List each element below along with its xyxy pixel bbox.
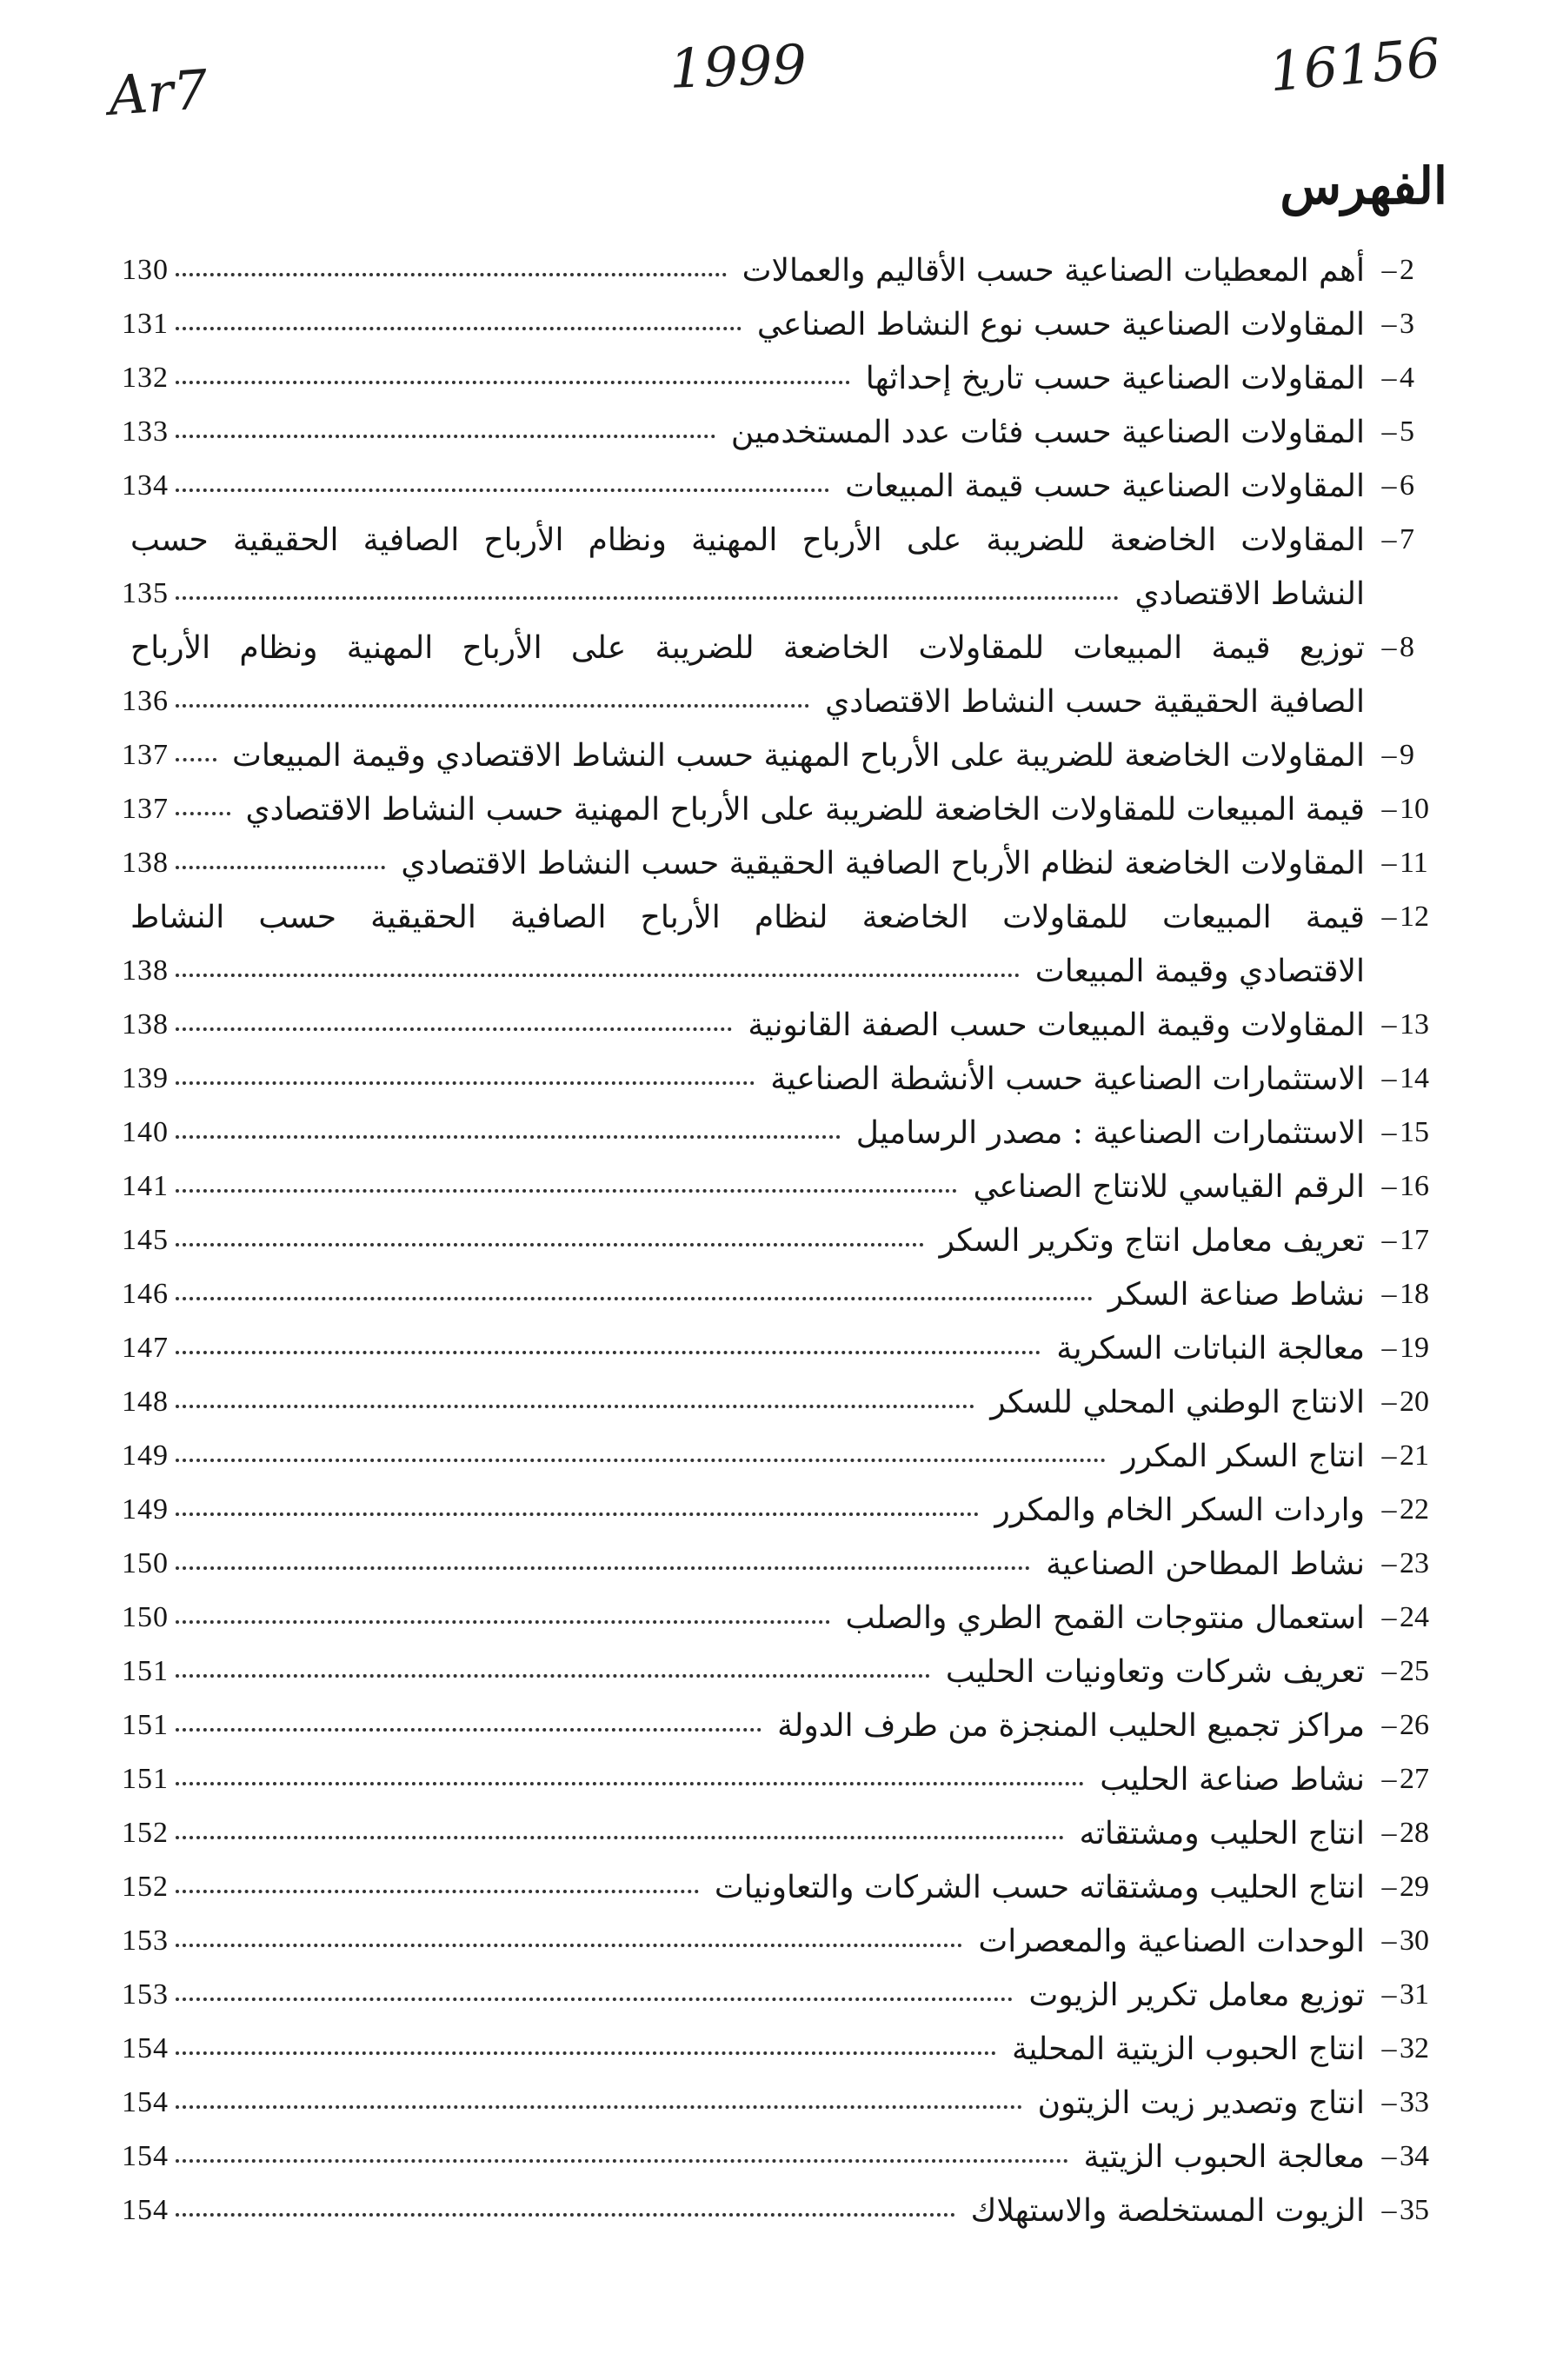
toc-entry-number: 26: [1400, 1709, 1429, 1741]
toc-entry: [0, 1537, 1543, 1591]
toc-entry-line: [122, 405, 1365, 459]
toc-entry-title: مراكز تجميع الحليب المنجزة من طرف الدولة: [777, 1707, 1365, 1744]
toc-entry-dash: –: [1381, 1871, 1397, 1903]
dot-leader: [176, 2159, 1068, 2163]
toc-entry: [0, 351, 1543, 405]
toc-entry-number: 16: [1400, 1170, 1429, 1202]
toc-entry-number: 4: [1400, 362, 1414, 394]
toc-entry-dash: –: [1381, 1116, 1397, 1148]
toc-entry-title: نشاط المطاحن الصناعية: [1046, 1546, 1365, 1582]
dot-leader: [176, 1297, 1093, 1300]
toc-entry-title: الزيوت المستخلصة والاستهلاك: [970, 2192, 1365, 2229]
toc-entry-page: 153: [122, 1978, 169, 2011]
toc-entry-number: 28: [1400, 1817, 1429, 1849]
toc-entry-number: 18: [1400, 1278, 1429, 1310]
toc-entry: [0, 1213, 1543, 1267]
toc-entry-dash: –: [1381, 631, 1397, 663]
toc-entry: [0, 621, 1543, 728]
dot-leader: [176, 1243, 924, 1247]
toc-entry-title: معالجة الحبوب الزيتية: [1083, 2138, 1365, 2175]
toc-entry-page: 153: [122, 1925, 169, 1957]
toc-entry-dash: –: [1381, 1170, 1397, 1202]
toc-entry-line: [122, 1483, 1365, 1537]
toc-entry: [0, 1052, 1543, 1106]
dot-leader: [176, 1081, 755, 1085]
toc-entry-title: نشاط صناعة الحليب: [1100, 1761, 1365, 1798]
toc-entry: [0, 459, 1543, 513]
toc-entry-line: [122, 621, 1365, 675]
dot-leader: [176, 1674, 930, 1678]
toc-entry-number: 20: [1400, 1386, 1429, 1418]
toc-entry: [0, 1483, 1543, 1537]
toc-entry-line: [122, 297, 1365, 351]
toc-entry-page: 138: [122, 847, 169, 879]
dot-leader: [176, 1135, 841, 1139]
dot-leader: [176, 866, 385, 869]
toc-entry-line: [122, 1160, 1365, 1213]
toc-entry-dash: –: [1381, 739, 1397, 771]
toc-entry-page: 151: [122, 1655, 169, 1687]
toc-entry-line: [122, 1106, 1365, 1160]
dot-leader: [176, 1189, 957, 1193]
toc-entry-dash: –: [1381, 1493, 1397, 1526]
toc-entry-dash: –: [1381, 523, 1397, 555]
toc-entry: [0, 1591, 1543, 1645]
toc-entry-page: 151: [122, 1763, 169, 1795]
toc-entry-page: 134: [122, 469, 169, 502]
toc-entry-line: [122, 890, 1365, 944]
toc-entry-title: تعريف معامل انتاج وتكرير السكر: [939, 1222, 1365, 1259]
toc-entry-dash: –: [1381, 308, 1397, 340]
toc-entry-number: 17: [1400, 1224, 1429, 1256]
toc-entry-dash: –: [1381, 1386, 1397, 1418]
toc-entry-line: [122, 513, 1365, 567]
toc-entry-line: [122, 1537, 1365, 1591]
toc-entry-number: 19: [1400, 1332, 1429, 1364]
toc-entry-page: 151: [122, 1709, 169, 1741]
toc-entry-title: توزيع قيمة المبيعات للمقاولات الخاضعة للضريبة على الأرباح المهنية ونظام الأرباح: [130, 629, 1365, 666]
toc-entry-page: 137: [122, 739, 169, 771]
toc-entry: [0, 513, 1543, 621]
toc-entry: [0, 890, 1543, 998]
toc-entry-dash: –: [1381, 1224, 1397, 1256]
toc-entry-title: انتاج الحليب ومشتقاته: [1079, 1815, 1365, 1851]
toc-entry-number: 27: [1400, 1763, 1429, 1795]
toc-entry-dash: –: [1381, 2140, 1397, 2172]
toc-entry: [0, 2076, 1543, 2130]
toc-entry: [0, 1267, 1543, 1321]
toc-entry-dash: –: [1381, 1332, 1397, 1364]
toc-entry-number: 21: [1400, 1439, 1429, 1472]
dot-leader: [176, 1027, 732, 1031]
dot-leader: [176, 1836, 1064, 1839]
toc-entry-title: انتاج الحليب ومشتقاته حسب الشركات والتعاونيات: [714, 1869, 1365, 1905]
toc-entry-page: 152: [122, 1871, 169, 1903]
toc-entry-number: 9: [1400, 739, 1414, 771]
dot-leader: [176, 1405, 974, 1408]
toc-entry-dash: –: [1381, 362, 1397, 394]
toc-entry-title: المقاولات الصناعية حسب فئات عدد المستخدمين: [730, 414, 1365, 450]
toc-entry-title: استعمال منتوجات القمح الطري والصلب: [845, 1599, 1365, 1636]
toc-entry-line: [122, 567, 1365, 621]
toc-entry-number: 24: [1400, 1601, 1429, 1633]
toc-entry-number: 25: [1400, 1655, 1429, 1687]
toc-entry-page: 154: [122, 2086, 169, 2118]
toc-entry-line: [122, 675, 1365, 728]
toc-entry-dash: –: [1381, 1763, 1397, 1795]
toc-entry-dash: –: [1381, 1601, 1397, 1633]
dot-leader: [176, 2105, 1022, 2109]
toc-entry: [0, 1699, 1543, 1752]
dot-leader: [176, 1728, 762, 1732]
dot-leader: [176, 1566, 1030, 1570]
dot-leader: [176, 758, 216, 761]
toc-entry-line: [122, 1267, 1365, 1321]
toc-entry-dash: –: [1381, 1062, 1397, 1094]
toc-entry-line: [122, 2130, 1365, 2184]
toc-entry-line: [122, 1806, 1365, 1860]
dot-leader: [176, 1998, 1013, 2001]
toc-entry-title: الصافية الحقيقية حسب النشاط الاقتصادي: [825, 683, 1365, 720]
toc-entry-dash: –: [1381, 1547, 1397, 1579]
toc-entry-number: 3: [1400, 308, 1414, 340]
toc-entry: [0, 1106, 1543, 1160]
toc-entry-title: الوحدات الصناعية والمعصرات: [978, 1923, 1365, 1959]
toc-entry-page: 147: [122, 1332, 169, 1364]
toc-entry: [0, 2184, 1543, 2237]
toc-entry: [0, 1375, 1543, 1429]
toc-entry-number: 35: [1400, 2194, 1429, 2226]
toc-entry-page: 154: [122, 2140, 169, 2172]
toc-entry-title: المقاولات وقيمة المبيعات حسب الصفة القانونية: [748, 1007, 1365, 1043]
toc-entry-page: 138: [122, 1008, 169, 1040]
toc-entry-number: 15: [1400, 1116, 1429, 1148]
handwritten-note-left: Ar7: [106, 57, 210, 128]
dot-leader: [176, 812, 230, 815]
toc-entry-line: [122, 1699, 1365, 1752]
dot-leader: [176, 327, 742, 330]
toc-entry-line: [122, 1591, 1365, 1645]
toc-entry-dash: –: [1381, 1817, 1397, 1849]
toc-entry-number: 13: [1400, 1008, 1429, 1040]
toc-entry-title: المقاولات الخاضعة للضريبة على الأرباح المهنية ونظام الأرباح الصافية الحقيقية حسب: [130, 522, 1365, 558]
toc-entry-number: 32: [1400, 2032, 1429, 2064]
toc-entry-number: 7: [1400, 523, 1414, 555]
toc-entry: [0, 1968, 1543, 2022]
toc-entry-title: المقاولات الصناعية حسب نوع النشاط الصناعي: [756, 306, 1365, 342]
toc-entry-number: 22: [1400, 1493, 1429, 1526]
toc-entry-line: [122, 459, 1365, 513]
toc-entry-title: المقاولات الخاضعة لنظام الأرباح الصافية الحقيقية حسب النشاط الاقتصادي: [401, 845, 1365, 881]
dot-leader: [176, 435, 715, 438]
toc-entry-title: واردات السكر الخام والمكرر: [994, 1492, 1365, 1528]
toc-entry-line: [122, 1375, 1365, 1429]
toc-entry-line: [122, 1968, 1365, 2022]
toc-entry: [0, 2022, 1543, 2076]
toc-entry-line: [122, 351, 1365, 405]
toc-entry: [0, 998, 1543, 1052]
toc-entry-line: [122, 1213, 1365, 1267]
toc-entry: [0, 243, 1543, 297]
toc-entry-page: 140: [122, 1116, 169, 1148]
toc-entry: [0, 2130, 1543, 2184]
toc-entry-title: الاقتصادي وقيمة المبيعات: [1034, 953, 1365, 989]
toc-entry-page: 137: [122, 793, 169, 825]
toc-entry: [0, 1429, 1543, 1483]
toc-entry-line: [122, 944, 1365, 998]
dot-leader: [176, 1459, 1106, 1462]
toc-entry-title: قيمة المبيعات للمقاولات الخاضعة لنظام الأرباح الصافية الحقيقية حسب النشاط: [130, 899, 1365, 935]
table-of-contents: [0, 243, 1543, 2237]
toc-entry: [0, 1160, 1543, 1213]
toc-entry-dash: –: [1381, 2194, 1397, 2226]
toc-entry-dash: –: [1381, 793, 1397, 825]
toc-entry-line: [122, 2184, 1365, 2237]
toc-entry-page: 145: [122, 1224, 169, 1256]
toc-entry: [0, 782, 1543, 836]
toc-entry-title: المقاولات الصناعية حسب قيمة المبيعات: [845, 468, 1365, 504]
toc-entry-number: 2: [1400, 254, 1414, 286]
toc-entry-title: انتاج السكر المكرر: [1121, 1438, 1365, 1474]
toc-entry-number: 31: [1400, 1978, 1429, 2011]
toc-entry-line: [122, 1914, 1365, 1968]
toc-entry-dash: –: [1381, 1709, 1397, 1741]
toc-entry-dash: –: [1381, 254, 1397, 286]
toc-entry-number: 29: [1400, 1871, 1429, 1903]
toc-entry-number: 30: [1400, 1925, 1429, 1957]
toc-entry-page: 152: [122, 1817, 169, 1849]
toc-entry-title: الاستثمارات الصناعية حسب الأنشطة الصناعية: [770, 1060, 1365, 1097]
dot-leader: [176, 1351, 1041, 1354]
toc-entry-dash: –: [1381, 1278, 1397, 1310]
dot-leader: [176, 489, 829, 492]
toc-entry-line: [122, 2022, 1365, 2076]
toc-entry-dash: –: [1381, 416, 1397, 448]
toc-entry-page: 132: [122, 362, 169, 394]
toc-entry-title: انتاج الحبوب الزيتية المحلية: [1012, 2031, 1365, 2067]
toc-entry-number: 11: [1400, 847, 1428, 879]
toc-entry-line: [122, 1429, 1365, 1483]
toc-entry-title: أهم المعطيات الصناعية حسب الأقاليم والعمالات: [742, 252, 1365, 289]
toc-entry: [0, 1752, 1543, 1806]
toc-entry-line: [122, 1752, 1365, 1806]
toc-entry: [0, 297, 1543, 351]
page-title: الفهرس: [1280, 156, 1447, 216]
toc-entry: [0, 1645, 1543, 1699]
toc-entry-page: 138: [122, 954, 169, 987]
toc-entry-number: 34: [1400, 2140, 1429, 2172]
toc-entry-line: [122, 728, 1365, 782]
toc-entry-page: 136: [122, 685, 169, 717]
dot-leader: [176, 704, 809, 708]
toc-entry-title: معالجة النباتات السكرية: [1056, 1330, 1365, 1366]
toc-entry-page: 149: [122, 1439, 169, 1472]
toc-entry-dash: –: [1381, 2086, 1397, 2118]
toc-entry-line: [122, 836, 1365, 890]
toc-entry: [0, 1321, 1543, 1375]
dot-leader: [176, 381, 850, 384]
toc-entry-dash: –: [1381, 1925, 1397, 1957]
toc-entry-dash: –: [1381, 1008, 1397, 1040]
toc-entry: [0, 1914, 1543, 1968]
toc-entry-number: 5: [1400, 416, 1414, 448]
toc-entry-line: [122, 782, 1365, 836]
toc-entry-dash: –: [1381, 2032, 1397, 2064]
toc-entry-number: 10: [1400, 793, 1429, 825]
handwritten-year: 1999: [668, 32, 808, 101]
dot-leader: [176, 974, 1020, 977]
dot-leader: [176, 1512, 979, 1516]
toc-entry-dash: –: [1381, 1439, 1397, 1472]
toc-entry: [0, 1806, 1543, 1860]
toc-entry-title: النشاط الاقتصادي: [1134, 575, 1365, 612]
toc-entry-title: الرقم القياسي للانتاج الصناعي: [973, 1168, 1365, 1205]
dot-leader: [176, 1782, 1084, 1785]
toc-entry-line: [122, 243, 1365, 297]
toc-entry-page: 154: [122, 2194, 169, 2226]
toc-entry-title: تعريف شركات وتعاونيات الحليب: [945, 1653, 1365, 1690]
toc-entry-title: انتاج وتصدير زيت الزيتون: [1037, 2084, 1365, 2121]
toc-entry-number: 6: [1400, 469, 1414, 502]
toc-entry-dash: –: [1381, 469, 1397, 502]
toc-entry-title: المقاولات الصناعية حسب تاريخ إحداثها: [865, 360, 1365, 396]
toc-entry: [0, 405, 1543, 459]
handwritten-note-right: 16156: [1267, 25, 1444, 104]
toc-entry-page: 154: [122, 2032, 169, 2064]
toc-entry: [0, 728, 1543, 782]
toc-entry-page: 135: [122, 577, 169, 609]
toc-entry-page: 133: [122, 416, 169, 448]
toc-entry-line: [122, 1052, 1365, 1106]
toc-entry-page: 139: [122, 1062, 169, 1094]
toc-entry-dash: –: [1381, 1655, 1397, 1687]
toc-entry-page: 141: [122, 1170, 169, 1202]
dot-leader: [176, 596, 1119, 600]
dot-leader: [176, 2213, 955, 2217]
toc-entry-number: 14: [1400, 1062, 1429, 1094]
toc-entry-number: 23: [1400, 1547, 1429, 1579]
dot-leader: [176, 1890, 699, 1893]
toc-entry-title: المقاولات الخاضعة للضريبة على الأرباح المهنية حسب النشاط الاقتصادي وقيمة المبيعات: [232, 737, 1365, 774]
toc-entry-page: 131: [122, 308, 169, 340]
dot-leader: [176, 1944, 962, 1947]
toc-entry-page: 150: [122, 1601, 169, 1633]
toc-entry: [0, 1860, 1543, 1914]
toc-entry-title: توزيع معامل تكرير الزيوت: [1028, 1977, 1365, 2013]
toc-entry-title: نشاط صناعة السكر: [1107, 1276, 1365, 1313]
toc-entry-dash: –: [1381, 901, 1397, 933]
toc-entry-line: [122, 1860, 1365, 1914]
dot-leader: [176, 1620, 830, 1624]
toc-entry-dash: –: [1381, 1978, 1397, 2011]
toc-entry-line: [122, 1321, 1365, 1375]
toc-entry: [0, 836, 1543, 890]
toc-entry-page: 150: [122, 1547, 169, 1579]
toc-entry-page: 148: [122, 1386, 169, 1418]
toc-entry-page: 149: [122, 1493, 169, 1526]
dot-leader: [176, 2051, 996, 2055]
toc-entry-number: 33: [1400, 2086, 1429, 2118]
toc-entry-title: قيمة المبيعات للمقاولات الخاضعة للضريبة على الأرباح المهنية حسب النشاط الاقتصادي: [245, 791, 1365, 828]
toc-entry-page: 146: [122, 1278, 169, 1310]
toc-entry-line: [122, 998, 1365, 1052]
dot-leader: [176, 273, 727, 276]
toc-entry-title: الاستثمارات الصناعية : مصدر الرساميل: [855, 1114, 1365, 1151]
toc-entry-number: 12: [1400, 901, 1429, 933]
toc-entry-line: [122, 2076, 1365, 2130]
toc-entry-dash: –: [1381, 847, 1397, 879]
toc-entry-title: الانتاج الوطني المحلي للسكر: [990, 1384, 1365, 1420]
toc-entry-number: 8: [1400, 631, 1414, 663]
toc-entry-line: [122, 1645, 1365, 1699]
toc-entry-page: 130: [122, 254, 169, 286]
